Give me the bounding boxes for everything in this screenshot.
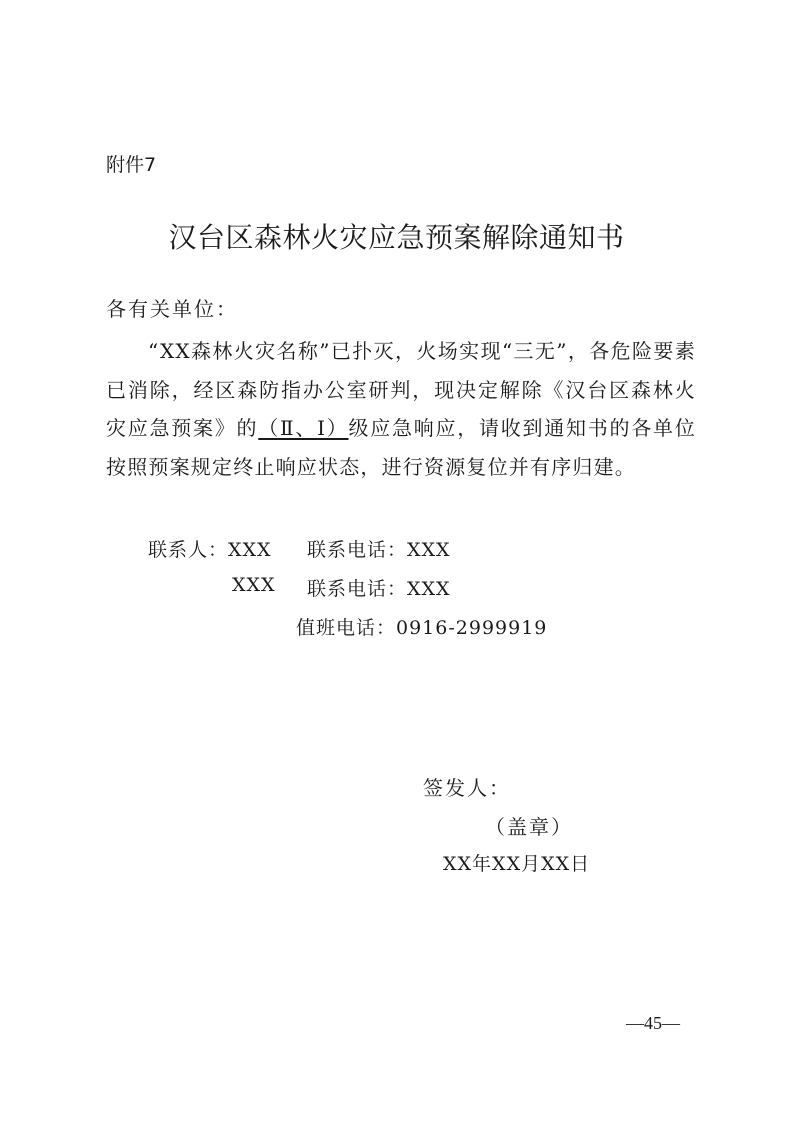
issue-date: XX年XX月XX日 (443, 853, 591, 875)
response-level-underlined: （Ⅱ、Ⅰ） (258, 416, 349, 440)
contact-person-2: XXX (232, 574, 276, 596)
notice-body (106, 332, 696, 486)
seal-label: （盖章） (485, 815, 573, 839)
body-text-part1: “XX森林火灾名称”已扑灭，火场实现“三无”，各危险要素已消除，经区森防指办公室研判，现决定解除《汉台区森林火灾应急预案》的 (106, 339, 696, 440)
contact-phone-1: 联系电话：XXX (307, 539, 451, 561)
page-number: —45— (626, 1013, 680, 1033)
salutation: 各有关单位： (106, 297, 238, 321)
document-title: 汉台区森林火灾应急预案解除通知书 (168, 221, 625, 254)
attachment-label: 附件7 (106, 154, 157, 176)
issuer-label: 签发人： (423, 776, 511, 800)
contact-person-1: 联系人：XXX (148, 539, 272, 561)
body-text-part2: 级应急响应，请收到通知书的各单位按照预案规定终止响应状态，进行资源复位并有序归建。 (106, 416, 697, 479)
duty-phone: 值班电话：0916-2999919 (296, 617, 548, 639)
contact-phone-2: 联系电话：XXX (307, 578, 451, 600)
